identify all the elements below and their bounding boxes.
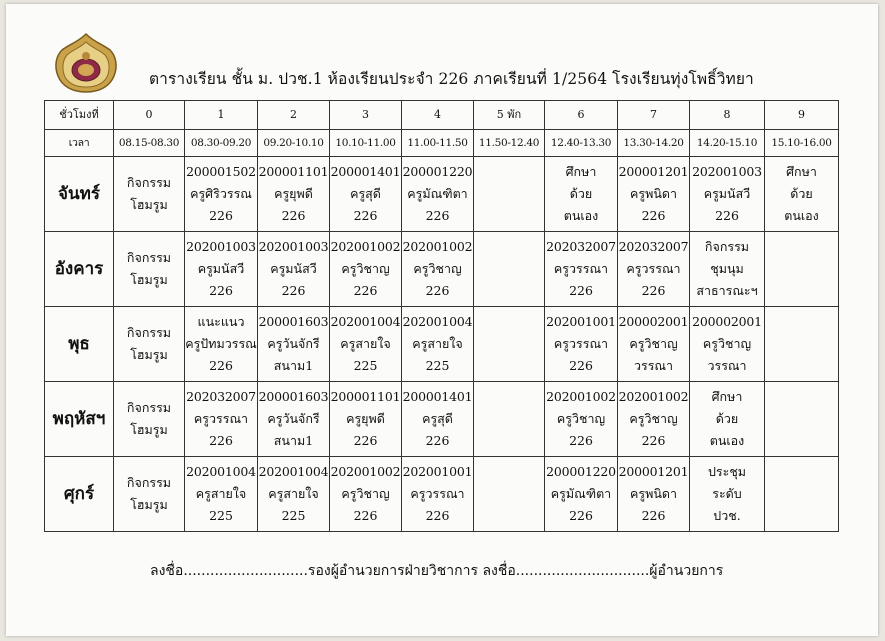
cell-line: 200001401 — [402, 389, 473, 404]
cell-line: ครูปัทมวรรณ — [185, 336, 257, 351]
cell-line: ครูมัณฑิตา — [407, 186, 468, 201]
cell-line: ครูวิชาญ — [341, 486, 390, 501]
cell-line: ครูวิชาญ — [629, 411, 678, 426]
cell-line: 202001002 — [546, 389, 616, 404]
cell-line: ครูพนิดา — [630, 486, 677, 501]
cell-line: ครูวรรณา — [553, 261, 609, 276]
cell-line: ศึกษา — [711, 389, 743, 404]
cell-line: โฮมรูม — [130, 497, 168, 512]
cell-line: ครูมนัสวี — [703, 186, 751, 201]
schedule-cell — [114, 157, 185, 232]
schedule-cell — [618, 457, 690, 532]
schedule-cell — [545, 457, 618, 532]
cell-line: โฮมรูม — [130, 422, 168, 437]
schedule-cell — [545, 382, 618, 457]
cell-line: 202001004 — [402, 314, 473, 329]
cell-line: ครูสายใจ — [340, 336, 391, 351]
cell-line: โฮมรูม — [130, 197, 168, 212]
schedule-cell — [258, 307, 330, 382]
day-name: พุธ — [45, 307, 114, 382]
cell-line: 226 — [641, 283, 666, 298]
cell-line: ครูวิชาญ — [341, 261, 390, 276]
cell-line: กิจกรรม — [126, 400, 172, 415]
cell-line: 226 — [281, 208, 306, 223]
period-number: 3 — [330, 101, 402, 130]
cell-line: โฮมรูม — [130, 272, 168, 287]
cell-line: ครูสายใจ — [412, 336, 463, 351]
period-time: 11.00-11.50 — [402, 130, 474, 157]
cell-line: กิจกรรม — [126, 325, 172, 340]
cell-line: 200001401 — [330, 164, 401, 179]
schedule-cell — [258, 232, 330, 307]
period-number: 1 — [185, 101, 258, 130]
schedule-cell — [185, 232, 258, 307]
schedule-cell — [765, 382, 839, 457]
schedule-cell — [330, 307, 402, 382]
cell-line: ครูมนัสวี — [270, 261, 317, 276]
cell-line: ครูวันจักรี — [267, 336, 320, 351]
cell-line: ด้วย — [569, 186, 593, 201]
cell-line: ครูพนิดา — [630, 186, 677, 201]
cell-line: ครูสายใจ — [195, 486, 247, 501]
cell-line: ระดับ — [712, 486, 742, 501]
schedule-cell — [545, 157, 618, 232]
day-row — [45, 382, 839, 457]
period-number: 7 — [618, 101, 690, 130]
schedule-cell — [185, 382, 258, 457]
schedule-cell — [690, 232, 765, 307]
schedule-cell — [258, 457, 330, 532]
schedule-cell — [618, 307, 690, 382]
cell-line: 226 — [209, 208, 233, 223]
schedule-cell — [474, 307, 545, 382]
cell-line: 226 — [353, 208, 378, 223]
cell-line: ครูวิชาญ — [556, 411, 606, 426]
corner-label: ชั่วโมงที่ — [45, 101, 114, 130]
cell-line: 200001201 — [618, 164, 689, 179]
schedule-cell — [618, 232, 690, 307]
period-number: 2 — [258, 101, 330, 130]
cell-line: 200001201 — [618, 464, 689, 479]
cell-line: 226 — [641, 433, 666, 448]
period-number: 8 — [690, 101, 765, 130]
cell-line: 226 — [569, 283, 593, 298]
period-time: 10.10-11.00 — [330, 130, 402, 157]
period-time: 08.15-08.30 — [114, 130, 185, 157]
schedule-cell — [258, 382, 330, 457]
cell-line: 200001101 — [330, 389, 401, 404]
cell-line: 200002001 — [618, 314, 689, 329]
cell-line: 226 — [569, 508, 593, 523]
schedule-cell — [185, 307, 258, 382]
cell-line: ชุมนุม — [710, 261, 744, 276]
cell-line: 226 — [281, 283, 306, 298]
cell-line: ประชุม — [707, 464, 747, 479]
cell-line: กิจกรรม — [126, 175, 172, 190]
cell-line: ครูศิริวรรณ — [190, 186, 252, 201]
cell-line: ครูวันจักรี — [267, 411, 320, 426]
cell-line: 226 — [209, 358, 233, 373]
schedule-cell — [765, 232, 839, 307]
cell-line: 225 — [353, 358, 378, 373]
class-schedule-table — [44, 100, 839, 532]
cell-line: 226 — [209, 283, 233, 298]
day-name: พฤหัสฯ — [45, 382, 114, 457]
cell-line: 226 — [569, 433, 593, 448]
cell-line: แนะแนว — [197, 314, 245, 329]
cell-line: ครูสายใจ — [268, 486, 319, 501]
cell-line: 200001220 — [546, 464, 616, 479]
schedule-cell — [114, 232, 185, 307]
cell-line: 226 — [641, 208, 666, 223]
period-time: 08.30-09.20 — [185, 130, 258, 157]
cell-line: 200001603 — [258, 389, 329, 404]
schedule-cell — [618, 157, 690, 232]
cell-line: 202001002 — [330, 239, 401, 254]
schedule-cell — [185, 157, 258, 232]
day-row — [45, 307, 839, 382]
cell-line: ด้วย — [715, 411, 739, 426]
cell-line: ศึกษา — [565, 164, 597, 179]
period-time: 11.50-12.40 — [474, 130, 545, 157]
schedule-cell — [690, 157, 765, 232]
day-name: อังคาร — [45, 232, 114, 307]
schedule-cell — [114, 382, 185, 457]
page-title: ตารางเรียน ชั้น ม. ปวช.1 ห้องเรียนประจำ 226 ภาคเรียนที่ 1/2564 โรงเรียนทุ่งโพธิ์วิทยา — [149, 70, 754, 88]
cell-line: 202032007 — [618, 239, 689, 254]
day-name: จันทร์ — [45, 157, 114, 232]
cell-line: 202001001 — [402, 464, 473, 479]
schedule-cell — [474, 157, 545, 232]
cell-line: 226 — [425, 508, 450, 523]
schedule-cell — [545, 232, 618, 307]
schedule-cell — [765, 307, 839, 382]
cell-line: ด้วย — [790, 186, 813, 201]
cell-line: ตนเอง — [563, 208, 599, 223]
cell-line: ครูวิชาญ — [629, 336, 678, 351]
cell-line: 200001101 — [258, 164, 329, 179]
cell-line: ครูมัณฑิตา — [550, 486, 612, 501]
cell-line: 200001502 — [186, 164, 256, 179]
cell-line: 226 — [353, 283, 378, 298]
period-number: 4 — [402, 101, 474, 130]
schedule-cell — [258, 157, 330, 232]
cell-line: ครูวรรณา — [626, 261, 681, 276]
cell-line: ครูมนัสวี — [197, 261, 245, 276]
schedule-cell — [330, 382, 402, 457]
cell-line: สนาม1 — [273, 433, 314, 448]
cell-line: 226 — [425, 283, 450, 298]
cell-line: 200001603 — [258, 314, 329, 329]
schedule-cell — [690, 457, 765, 532]
cell-line: ศึกษา — [786, 164, 817, 179]
cell-line: ครูวรรณา — [553, 336, 609, 351]
cell-line: 202001003 — [258, 239, 329, 254]
cell-line: ปวช. — [713, 508, 741, 523]
cell-line: ตนเอง — [784, 208, 819, 223]
schedule-cell — [185, 457, 258, 532]
school-emblem-logo — [50, 32, 122, 94]
cell-line: 202001004 — [330, 314, 401, 329]
period-time: 13.30-14.20 — [618, 130, 690, 157]
schedule-cell — [474, 232, 545, 307]
period-number: 6 — [545, 101, 618, 130]
cell-line: ครูวิชาญ — [413, 261, 462, 276]
schedule-cell — [474, 457, 545, 532]
time-row — [45, 130, 839, 157]
cell-line: 226 — [425, 208, 450, 223]
cell-line: 226 — [641, 508, 666, 523]
cell-line: 202001002 — [330, 464, 401, 479]
cell-line: 226 — [425, 433, 450, 448]
day-name: ศุกร์ — [45, 457, 114, 532]
cell-line: 226 — [353, 508, 378, 523]
schedule-cell — [402, 457, 474, 532]
cell-line: วรรณา — [633, 358, 674, 373]
cell-line: 202001001 — [546, 314, 616, 329]
cell-line: กิจกรรม — [704, 239, 750, 254]
schedule-cell — [330, 457, 402, 532]
cell-line: 202001002 — [618, 389, 689, 404]
schedule-cell — [114, 457, 185, 532]
cell-line: 226 — [715, 208, 739, 223]
schedule-cell — [765, 457, 839, 532]
cell-line: ครูสุดี — [422, 411, 453, 426]
schedule-cell — [402, 307, 474, 382]
cell-line: วรรณา — [707, 358, 747, 373]
cell-line: 202001003 — [692, 164, 762, 179]
cell-line: 202001004 — [186, 464, 256, 479]
period-time: 09.20-10.10 — [258, 130, 330, 157]
cell-line: 225 — [209, 508, 233, 523]
schedule-cell — [690, 307, 765, 382]
signature-line: ลงชื่อ............................รองผู้อำนวยการฝ่ายวิชาการ ลงชื่อ..............................ผู้อำนวยการ — [150, 563, 724, 579]
cell-line: สาธารณะฯ — [696, 283, 758, 298]
cell-line: ครูวิชาญ — [702, 336, 752, 351]
schedule-cell — [690, 382, 765, 457]
schedule-cell — [330, 157, 402, 232]
cell-line: โฮมรูม — [130, 347, 168, 362]
cell-line: 202032007 — [546, 239, 616, 254]
cell-line: ครูวรรณา — [193, 411, 249, 426]
day-row — [45, 457, 839, 532]
cell-line: สนาม1 — [273, 358, 314, 373]
cell-line: 225 — [425, 358, 450, 373]
cell-line: ครูวรรณา — [410, 486, 465, 501]
cell-line: 226 — [209, 433, 233, 448]
schedule-cell — [402, 157, 474, 232]
period-number: 5 พัก — [474, 101, 545, 130]
cell-line: 200002001 — [692, 314, 762, 329]
cell-line: 202032007 — [186, 389, 256, 404]
period-number: 0 — [114, 101, 185, 130]
cell-line: 202001004 — [258, 464, 329, 479]
period-time: 15.10-16.00 — [765, 130, 839, 157]
cell-line: กิจกรรม — [126, 250, 172, 265]
cell-line: ครูยุพดี — [274, 186, 313, 201]
cell-line: 200001220 — [402, 164, 473, 179]
schedule-cell — [330, 232, 402, 307]
period-time: 14.20-15.10 — [690, 130, 765, 157]
schedule-cell — [402, 232, 474, 307]
schedule-cell — [474, 382, 545, 457]
day-row — [45, 157, 839, 232]
period-number: 9 — [765, 101, 839, 130]
schedule-cell — [545, 307, 618, 382]
cell-line: ครูสุดี — [350, 186, 381, 201]
cell-line: 202001003 — [186, 239, 256, 254]
cell-line: 225 — [281, 508, 306, 523]
period-time: 12.40-13.30 — [545, 130, 618, 157]
day-row — [45, 232, 839, 307]
period-header-row — [45, 101, 839, 130]
schedule-cell — [618, 382, 690, 457]
cell-line: 226 — [353, 433, 378, 448]
cell-line: 226 — [569, 358, 593, 373]
cell-line: ครูยุพดี — [346, 411, 385, 426]
cell-line: 202001002 — [402, 239, 473, 254]
schedule-cell — [402, 382, 474, 457]
schedule-cell — [114, 307, 185, 382]
cell-line: ตนเอง — [709, 433, 745, 448]
time-label: เวลา — [45, 130, 114, 157]
schedule-cell — [765, 157, 839, 232]
cell-line: กิจกรรม — [126, 475, 172, 490]
